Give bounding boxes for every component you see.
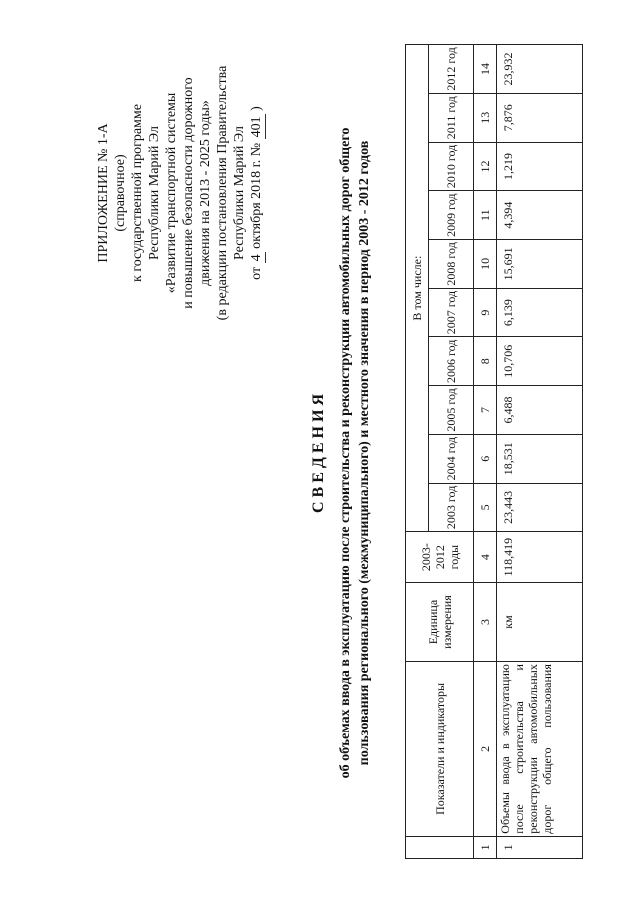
- appendix-line: Республики Марий Эл: [147, 126, 162, 260]
- header-year: 2012 год: [429, 45, 474, 94]
- column-number: 11: [474, 191, 497, 240]
- resolution-date-line: [248, 43, 266, 343]
- appendix-line: (справочное): [113, 154, 128, 232]
- header-year: 2004 год: [429, 434, 474, 483]
- row-indicator: Объемы ввода в эксплуатацию после строительства и реконструкции автомобильных дорог общего пользования: [497, 662, 583, 837]
- header-year: 2011 год: [429, 93, 474, 142]
- date-prefix: от: [249, 266, 264, 280]
- appendix-line: ПРИЛОЖЕНИЕ № 1-А: [96, 123, 111, 263]
- data-table: [405, 44, 583, 859]
- row-year-value: 10,706: [497, 337, 583, 386]
- header-year: 2005 год: [429, 386, 474, 435]
- column-number: 6: [474, 434, 497, 483]
- row-year-value: 7,876: [497, 93, 583, 142]
- date-day: 4: [249, 254, 264, 262]
- row-year-value: 23,932: [497, 45, 583, 94]
- row-year-value: 6,488: [497, 386, 583, 435]
- header-year: 2007 год: [429, 288, 474, 337]
- column-number: 8: [474, 337, 497, 386]
- header-year: 2003 год: [429, 483, 474, 532]
- row-number: 1: [497, 836, 583, 858]
- appendix-line: (в редакции постановления Правительства: [215, 65, 230, 321]
- resolution-number: 401: [249, 116, 264, 138]
- column-number: 7: [474, 386, 497, 435]
- date-rest: октября 2018 г. №: [249, 142, 264, 249]
- row-year-value: 23,443: [497, 483, 583, 532]
- row-year-value: 15,691: [497, 240, 583, 289]
- header-year: 2006 год: [429, 337, 474, 386]
- column-number: 12: [474, 142, 497, 191]
- column-number: 14: [474, 45, 497, 94]
- subtitle-line: пользования регионального (межмуниципального) и местного значения в период 2003 - 2012 годов: [357, 140, 372, 766]
- column-number: 1: [474, 836, 497, 858]
- document-subtitle: [336, 93, 374, 813]
- column-number: 13: [474, 93, 497, 142]
- document-title: СВЕДЕНИЯ: [310, 389, 327, 514]
- column-number: 4: [474, 532, 497, 583]
- appendix-line: Республики Марий Эл: [232, 126, 247, 260]
- appendix-line: и повышение безопасности дорожного: [181, 77, 196, 309]
- header-year: 2009 год: [429, 191, 474, 240]
- header-year: 2010 год: [429, 142, 474, 191]
- header-in-that: В том числе:: [406, 45, 429, 532]
- date-suffix: ): [249, 106, 264, 111]
- header-unit: Единица измерения: [406, 582, 474, 661]
- header-year: 2008 год: [429, 240, 474, 289]
- column-number: 5: [474, 483, 497, 532]
- subtitle-line: об объемах ввода в эксплуатацию после строительства и реконструкции автомобильных дорог общего: [338, 127, 353, 779]
- appendix-line: «Развитие транспортной системы: [164, 92, 179, 294]
- row-unit: км: [497, 582, 583, 661]
- row-year-value: 1,219: [497, 142, 583, 191]
- appendix-line: движения на 2013 - 2025 годы»: [198, 100, 213, 286]
- header-indicators: Показатели и индикаторы: [406, 662, 474, 837]
- column-number: 10: [474, 240, 497, 289]
- column-number: 3: [474, 582, 497, 661]
- header-number-cell: [406, 836, 474, 858]
- table-row: [497, 45, 583, 859]
- appendix-line: к государственной программе: [130, 104, 145, 282]
- row-year-value: 18,531: [497, 434, 583, 483]
- column-number: 9: [474, 288, 497, 337]
- appendix-block: [95, 43, 266, 343]
- column-number: 2: [474, 662, 497, 837]
- row-year-value: 6,139: [497, 288, 583, 337]
- row-total: 118,419: [497, 532, 583, 583]
- row-year-value: 4,394: [497, 191, 583, 240]
- header-total: 2003-2012 годы: [406, 532, 474, 583]
